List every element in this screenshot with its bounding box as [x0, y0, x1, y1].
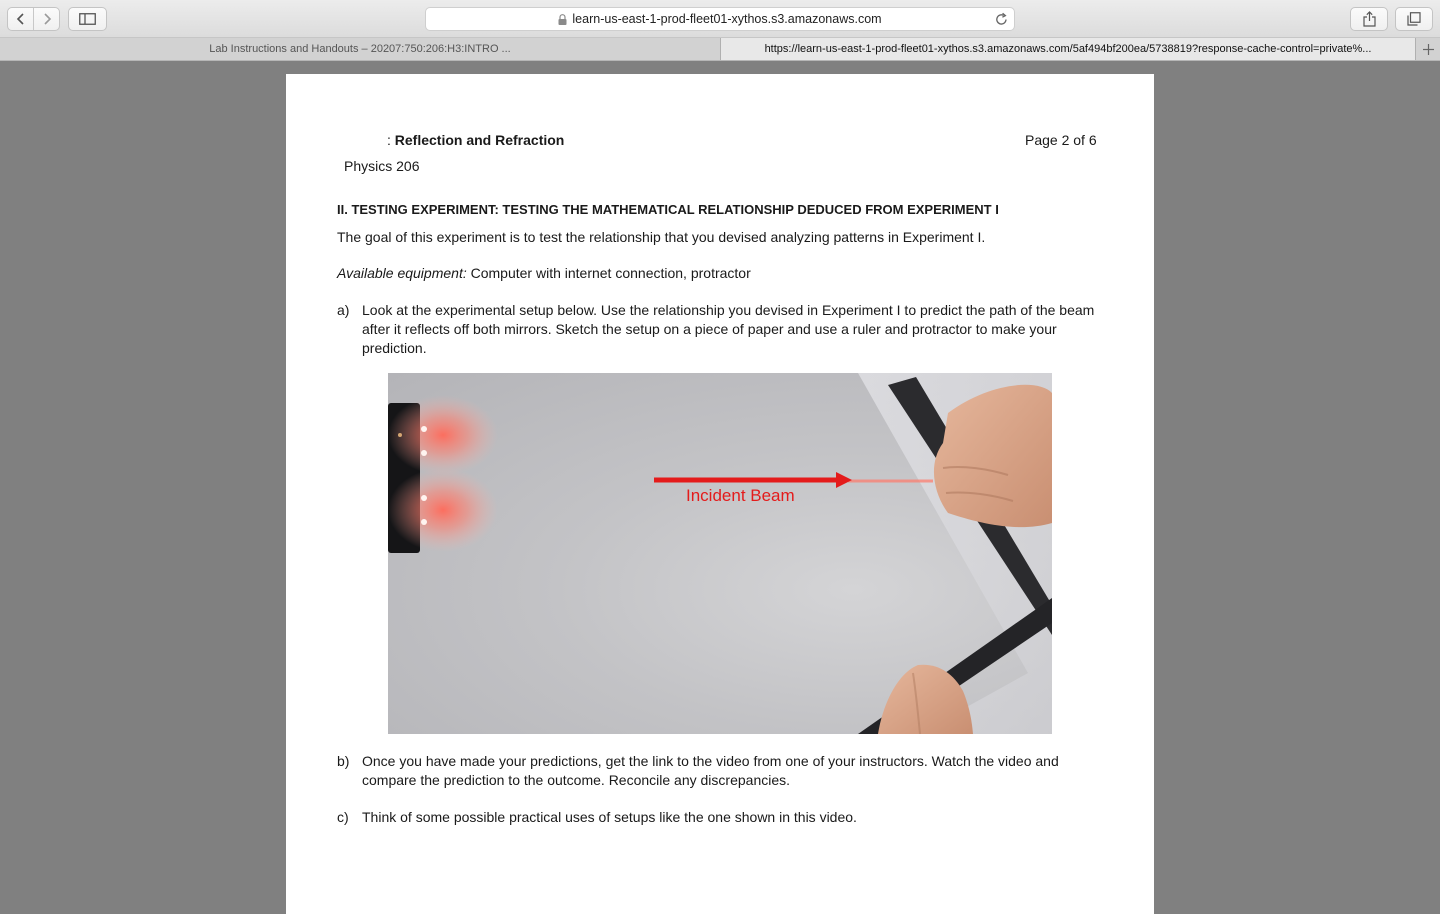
course-name: Physics 206 — [344, 158, 420, 174]
list-marker: b) — [337, 753, 350, 769]
reload-icon[interactable] — [995, 12, 1008, 26]
document-title — [387, 132, 564, 148]
list-item — [337, 808, 1097, 827]
share-button[interactable] — [1350, 7, 1388, 31]
setup-illustration — [388, 373, 1052, 734]
tab-bar — [0, 38, 1440, 61]
pdf-viewer[interactable] — [0, 61, 1440, 900]
equipment-paragraph — [337, 265, 751, 281]
forward-button[interactable] — [33, 8, 59, 30]
list-marker: a) — [337, 302, 350, 318]
list-marker: c) — [337, 809, 349, 825]
tab-lab-instructions[interactable] — [0, 38, 720, 60]
page-indicator: Page 2 of 6 — [1025, 132, 1097, 148]
list-item — [337, 301, 1097, 358]
share-icon — [1363, 11, 1376, 27]
list-item-text: Think of some possible practical uses of setups like the one shown in this video. — [362, 809, 857, 825]
address-bar[interactable] — [425, 7, 1015, 31]
tabs-overview-icon — [1407, 12, 1421, 26]
incident-beam-label: Incident Beam — [686, 486, 795, 505]
arrow-head — [836, 472, 852, 488]
experiment-setup-photo — [388, 373, 1052, 734]
tab-label: Lab Instructions and Handouts – 20207:750:206:H3:INTRO ... — [209, 43, 511, 55]
url-text: learn-us-east-1-prod-fleet01-xythos.s3.amazonaws.com — [572, 12, 882, 26]
list-item-text: Look at the experimental setup below. Use the relationship you devised in Experiment I to predict the path of the beam after it reflects off both mirrors. Sketch the setup on a piece of paper and use a ruler and protractor to make your prediction. — [362, 302, 1095, 356]
goal-paragraph: The goal of this experiment is to test the relationship that you devised analyzing patterns in Experiment I. — [337, 229, 986, 245]
chevron-right-icon — [42, 12, 52, 26]
tab-active-document[interactable] — [720, 38, 1416, 60]
plus-icon — [1423, 44, 1434, 55]
list-item-text: Once you have made your predictions, get the link to the video from one of your instructors. Watch the video and compare the prediction to the outcome. Reconcile any discrepancies. — [362, 753, 1059, 788]
title-text: Reflection and Refraction — [394, 132, 565, 148]
sidebar-button[interactable] — [68, 7, 107, 31]
back-button[interactable] — [8, 8, 33, 30]
tabs-overview-button[interactable] — [1395, 7, 1433, 31]
chevron-left-icon — [16, 12, 26, 26]
browser-toolbar — [0, 0, 1440, 38]
navigation-buttons — [7, 7, 60, 31]
lock-icon — [558, 14, 567, 25]
equipment-label: Available equipment: — [337, 265, 467, 281]
title-prefix: : — [387, 132, 391, 148]
sidebar-icon — [79, 13, 96, 25]
section-heading: II. TESTING EXPERIMENT: TESTING THE MATHEMATICAL RELATIONSHIP DEDUCED FROM EXPERIMENT I — [337, 202, 999, 217]
equipment-value: Computer with internet connection, protractor — [466, 265, 751, 281]
tab-label: https://learn-us-east-1-prod-fleet01-xythos.s3.amazonaws.com/5af494bf200ea/5738819?response-cache-control=private%... — [764, 43, 1372, 55]
list-item — [337, 752, 1097, 790]
new-tab-button[interactable] — [1417, 38, 1440, 60]
document-page — [286, 74, 1154, 914]
